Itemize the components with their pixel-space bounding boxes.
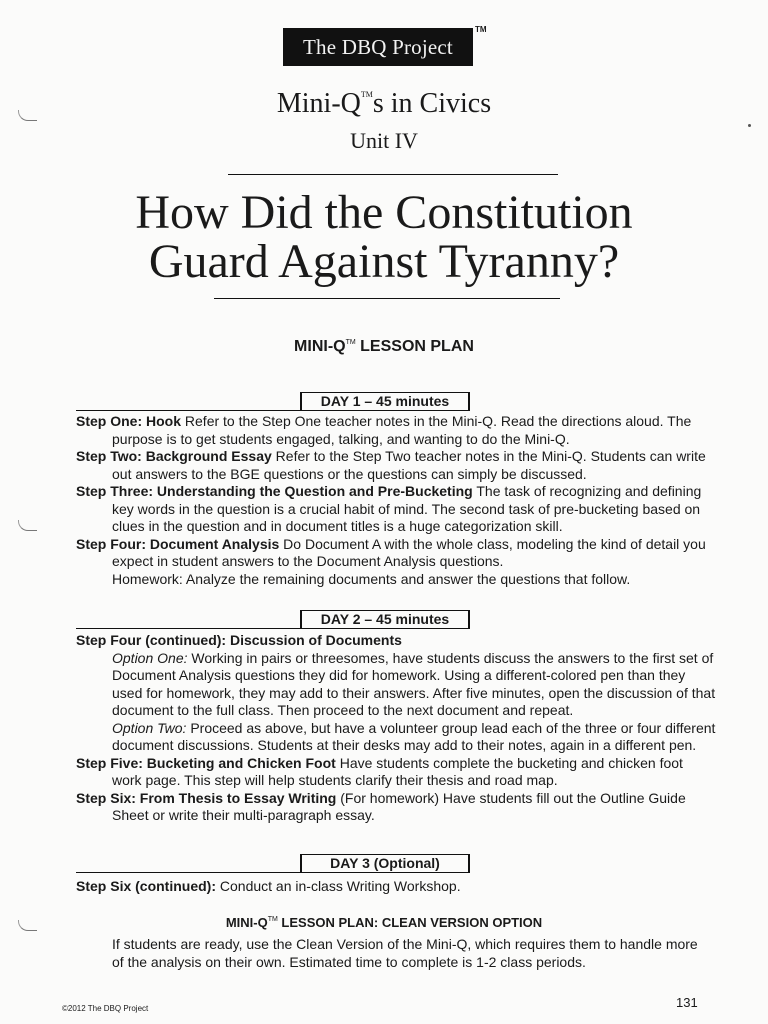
title-top-rule: [228, 174, 558, 175]
option-two: Option Two: Proceed as above, but have a volunteer group lead each of the three or four different document discussions. Students at their desks may add to their notes, again in a different pen.: [112, 719, 716, 753]
banner-trademark: TM: [475, 25, 487, 34]
day2-rule: [76, 628, 302, 629]
option-one: Option One: Working in pairs or threesomes, have students discuss the answers to the first set of Document Analysis questions they did for homework. Using a different-colored pen than they used for homework, they may add to their answers. After five minutes, open the discussion of that document to the full class. Then proceed to the next document and repeat.: [112, 649, 716, 718]
day3-steps: [76, 878, 716, 896]
day1-rule: [76, 410, 302, 411]
page-title: [0, 188, 768, 286]
margin-mark-middle: [18, 520, 37, 531]
scan-dot: [748, 124, 751, 127]
day3-rule: [76, 872, 302, 873]
step-one: Step One: Hook Refer to the Step One teacher notes in the Mini-Q. Read the directions aloud. The purpose is to get students engaged, talking, and wanting to do the Mini-Q.: [76, 413, 692, 447]
day1-steps: [76, 413, 716, 588]
copyright: ©2012 The DBQ Project: [62, 1004, 149, 1013]
clean-version-text: If students are ready, use the Clean Version of the Mini-Q, which requires them to handle more of the analysis on their own. Estimated time to complete is 1-2 class periods.: [112, 936, 698, 970]
dbq-project-banner: [283, 28, 473, 66]
lesson-plan-heading: MINI-Q™ LESSON PLAN: [294, 338, 474, 355]
step-six-continued: Step Six (continued): Conduct an in-class Writing Workshop.: [76, 878, 461, 894]
day2-box: DAY 2 – 45 minutes: [300, 610, 470, 629]
clean-version-heading: MINI-Q™ LESSON PLAN: CLEAN VERSION OPTION: [225, 915, 543, 930]
banner-text: The DBQ Project: [303, 34, 453, 59]
title-line-1: How Did the Constitution: [135, 186, 633, 239]
day1-box: DAY 1 – 45 minutes: [300, 392, 470, 411]
day2-steps: [76, 632, 716, 825]
step-three: Step Three: Understanding the Question and Pre-Bucketing The task of recognizing and defining key words in the question is a crucial habit of mind. The second task of pre-bucketing based on clues in the question and in document titles is a huge categorization skill.: [76, 483, 702, 534]
step-two: Step Two: Background Essay Refer to the Step Two teacher notes in the Mini-Q. Students can write out answers to the BGE questions or the questions can simply be discussed.: [76, 448, 706, 482]
series-title: Mini-Q™s in Civics: [276, 88, 492, 119]
page-number: 131: [676, 995, 698, 1010]
step-four: Step Four: Document Analysis Do Document A with the whole class, modeling the kind of detail you expect in student answers to the Document Analysis questions.: [76, 535, 706, 569]
clean-heading-trademark: TM: [267, 916, 278, 923]
step-six: Step Six: From Thesis to Essay Writing (For homework) Have students fill out the Outline Guide Sheet or write their multi-paragraph essay.: [76, 789, 686, 823]
step-four-continued: Step Four (continued): Discussion of Documents: [76, 632, 402, 648]
step-five: Step Five: Bucketing and Chicken Foot Have students complete the bucketing and chicken foot work page. This step will help students clarify their thesis and road map.: [76, 754, 683, 788]
homework-note: Homework: Analyze the remaining documents and answer the questions that follow.: [112, 570, 631, 587]
heading-trademark: TM: [345, 339, 356, 346]
unit-label: Unit IV: [350, 128, 418, 153]
series-trademark: TM: [360, 90, 373, 99]
day3-box: DAY 3 (Optional): [300, 854, 470, 873]
title-line-2: Guard Against Tyranny?: [148, 235, 620, 288]
title-bottom-rule: [214, 298, 560, 299]
